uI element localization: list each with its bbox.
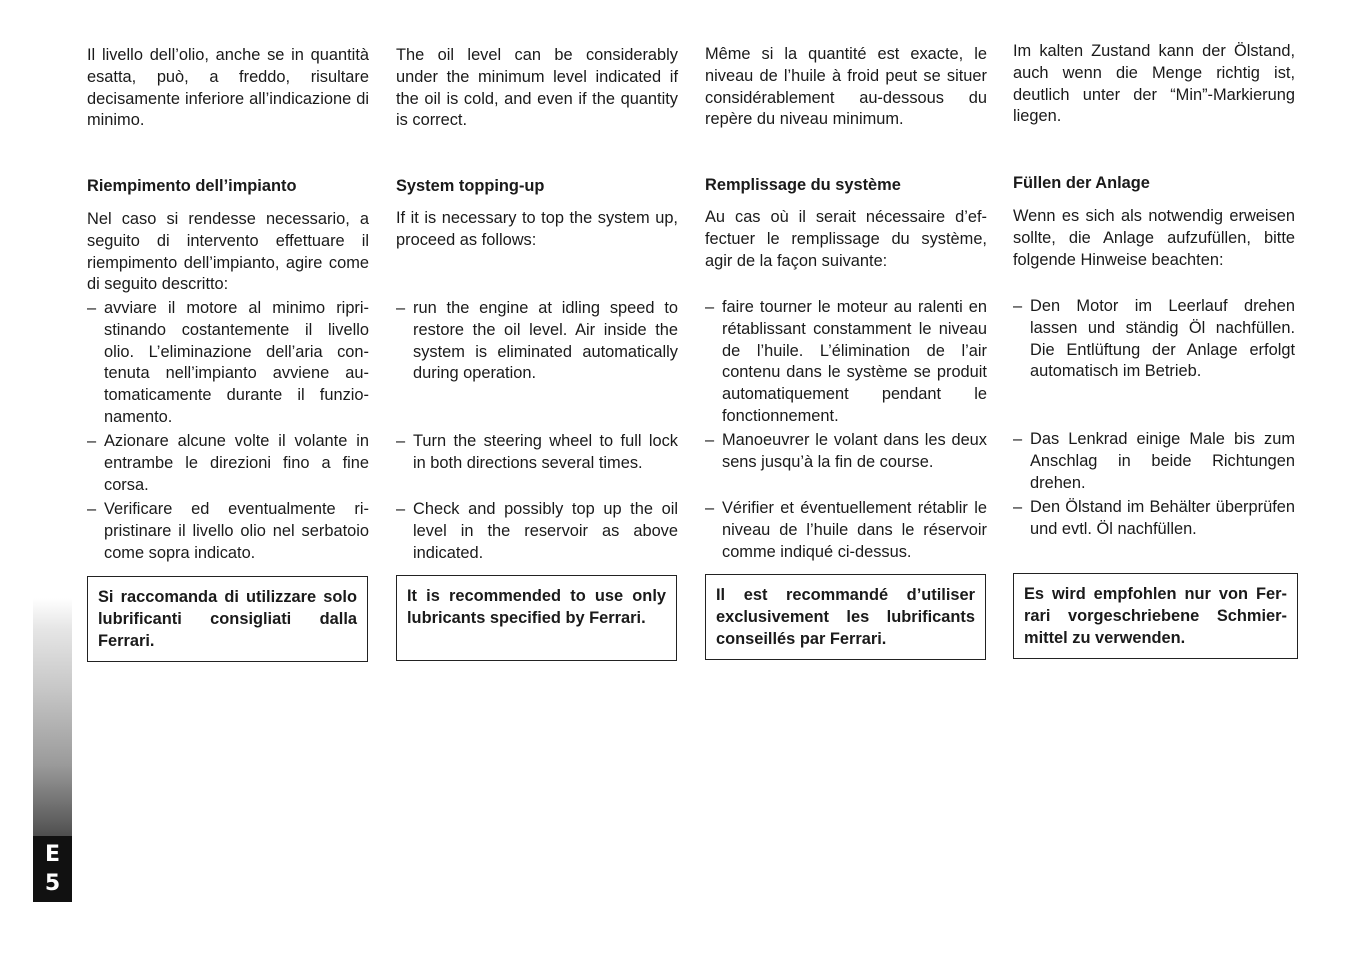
bullet-dash: –	[396, 299, 406, 317]
bullet-text: Verificare ed eventualmente ripristinare il livello olio nel serbatoio come sopra indicato.	[104, 500, 369, 562]
bullet-text: Den Motor im Leerlauf drehen lassen und ständig Öl nachfüllen. Die Entlüftung der Anlage erfolgt automatisch im Betrieb.	[1030, 297, 1295, 381]
intro-paragraph: Im kalten Zustand kann der Ölstand, auch wenn die Menge richtig ist, deutlich unter der “Min”-Markierung liegen.	[1013, 42, 1295, 126]
bullet-item	[396, 431, 678, 475]
bullet-text: run the engine at idling speed to restore the oil level. Air inside the system is eliminated automatically during operation.	[413, 299, 678, 383]
bullet-dash: –	[1013, 498, 1023, 516]
bullet-text: faire tourner le moteur au ralenti en rétablissant constamment le niveau de l’huile. L’élimination de l’air contenu dans le système se produit automatiquement pendant le fonctionnement.	[722, 298, 987, 425]
section-number: 5	[44, 871, 61, 896]
recommendation-box	[87, 576, 368, 662]
bullet-dash: –	[705, 499, 715, 517]
bullet-dash: –	[396, 432, 406, 450]
intro-paragraph: The oil level can be considerably under the minimum level indicated if the oil is cold, and even if the quantity is correct.	[396, 46, 678, 130]
recommendation-text: Si raccomanda di utilizzare solo lubrificanti consigliati dalla Ferrari.	[98, 588, 357, 650]
section-heading: Remplissage du système	[705, 176, 901, 194]
thumb-index-tab	[33, 836, 72, 902]
bullet-item	[1013, 497, 1295, 541]
section-letter: E	[44, 842, 61, 867]
lead-paragraph: If it is necessary to top the system up, proceed as follows:	[396, 209, 678, 249]
bullet-dash: –	[396, 500, 406, 518]
section-heading: System topping-up	[396, 177, 545, 195]
bullet-dash: –	[87, 432, 97, 450]
lead-paragraph: Au cas où il serait nécessaire d’effectuer le remplissage du système, agir de la façon suivante:	[705, 208, 987, 270]
bullet-text: Das Lenkrad einige Male bis zum Anschlag in beide Richtungen drehen.	[1030, 430, 1295, 492]
recommendation-box	[1013, 573, 1298, 659]
bullet-text: Azionare alcune volte il volante in entrambe le direzioni fino a fine corsa.	[104, 432, 369, 494]
bullet-text: Vérifier et éventuellement rétablir le niveau de l’huile dans le réservoir comme indiqué ci-dessus.	[722, 499, 987, 561]
bullet-dash: –	[705, 431, 715, 449]
intro-paragraph: Il livello dell’olio, anche se in quantità esatta, può, a freddo, risultare decisamente inferiore all’indicazione di minimo.	[87, 46, 369, 130]
bullet-item	[396, 499, 678, 564]
bullet-item	[87, 499, 369, 564]
bullet-text: Turn the steering wheel to full lock in both directions several times.	[413, 432, 678, 472]
bullet-text: Den Ölstand im Behälter überprüfen und evtl. Öl nachfüllen.	[1030, 498, 1295, 538]
recommendation-text: Es wird empfohlen nur von Ferrari vorgeschriebene Schmiermittel zu verwenden.	[1024, 585, 1287, 647]
bullet-item	[1013, 296, 1295, 383]
bullet-dash: –	[87, 500, 97, 518]
intro-paragraph: Même si la quantité est exacte, le niveau de l’huile à froid peut se situer considérablement au-dessous du repère du niveau minimum.	[705, 45, 987, 129]
bullet-text: Manoeuvrer le volant dans les deux sens jusqu’à la fin de course.	[722, 431, 987, 471]
bullet-dash: –	[87, 299, 97, 317]
section-heading: Riempimento dell’impianto	[87, 177, 297, 195]
recommendation-text: Il est recommandé d’utiliser exclusivement les lubrificants conseillés par Ferrari.	[716, 586, 975, 648]
lead-paragraph: Wenn es sich als notwendig erweisen sollte, die Anlage aufzufüllen, bitte folgende Hinweise beachten:	[1013, 207, 1295, 269]
bullet-item	[705, 297, 987, 428]
lead-paragraph: Nel caso si rendesse necessario, a seguito di intervento effettuare il riempimento dell’impianto, agire come di seguito descritto:	[87, 210, 369, 294]
bullet-item	[705, 430, 987, 474]
recommendation-text: It is recommended to use only lubricants specified by Ferrari.	[407, 587, 666, 627]
bullet-text: Check and possibly top up the oil level in the reservoir as above indicated.	[413, 500, 678, 562]
bullet-dash: –	[705, 298, 715, 316]
bullet-item	[87, 431, 369, 496]
bullet-item	[705, 498, 987, 563]
recommendation-box	[396, 575, 677, 661]
bullet-dash: –	[1013, 297, 1023, 315]
recommendation-box	[705, 574, 986, 660]
bullet-dash: –	[1013, 430, 1023, 448]
section-heading: Füllen der Anlage	[1013, 174, 1150, 192]
bullet-item	[1013, 429, 1295, 494]
bullet-item	[396, 298, 678, 385]
bullet-text: avviare il motore al minimo ripristinando costantemente il livello olio. L’eliminazione dell’aria contenuta nell’impianto avviene automaticamente durante il funzionamento.	[104, 299, 369, 426]
bullet-item	[87, 298, 369, 429]
